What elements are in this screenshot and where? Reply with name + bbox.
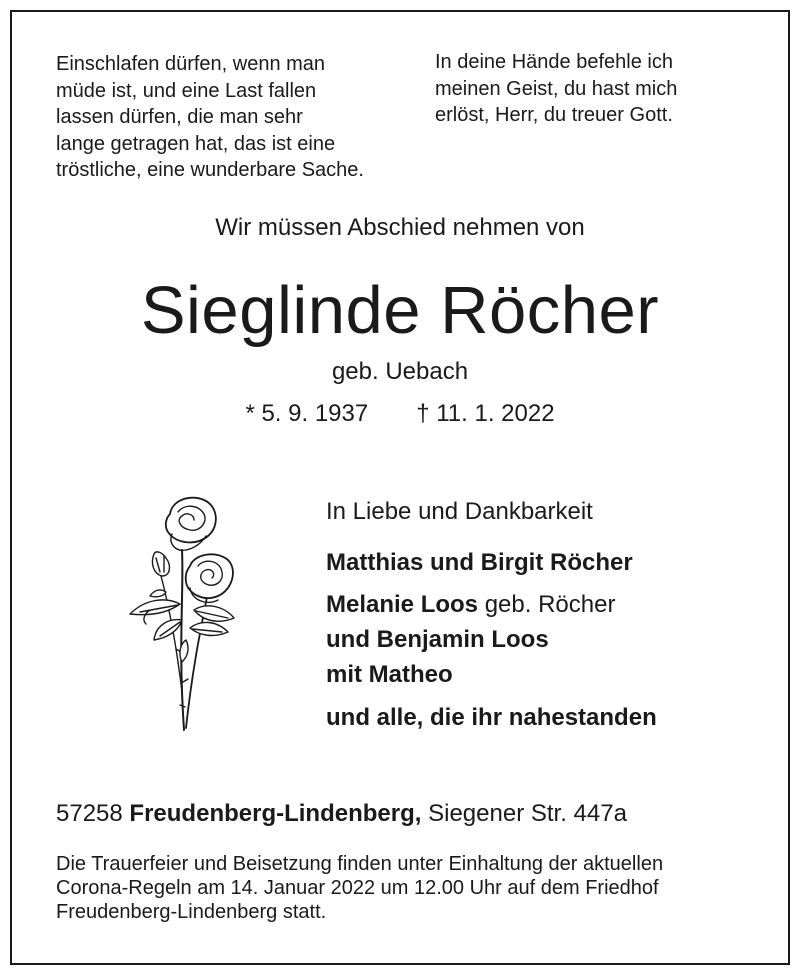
- mourners-intro: In Liebe und Dankbarkeit: [326, 498, 593, 525]
- quote-right-line: erlöst, Herr, du treuer Gott.: [435, 104, 673, 126]
- quote-left-line: müde ist, und eine Last fallen: [56, 79, 317, 102]
- address-town: Freudenberg-Lindenberg,: [129, 800, 422, 827]
- quote-left-line: lassen dürfen, die man sehr: [56, 106, 303, 128]
- notice-line: Corona-Regeln am 14. Januar 2022 um 12.00 Uhr auf dem Friedhof: [56, 877, 659, 899]
- death-date: † 11. 1. 2022: [416, 400, 555, 427]
- quote-left: [56, 51, 416, 184]
- mourner-line: und alle, die ihr nahestanden: [326, 704, 657, 731]
- life-dates: [0, 400, 800, 428]
- mourner-line: Matthias und Birgit Röcher: [326, 549, 633, 576]
- notice-line: Freudenberg-Lindenberg statt.: [56, 901, 327, 923]
- address-street: Siegener Str. 447a: [428, 800, 627, 827]
- farewell-intro: Wir müssen Abschied nehmen von: [215, 214, 585, 241]
- mourner-maiden-name: geb. Röcher: [478, 591, 616, 618]
- quote-right: [435, 49, 765, 129]
- address-zip: 57258: [56, 800, 123, 827]
- quote-left-line: Einschlafen dürfen, wenn man: [56, 53, 326, 75]
- quote-left-line: lange getragen hat, das ist eine: [56, 132, 336, 155]
- mourner-line: und Benjamin Loos: [326, 626, 549, 653]
- mourner-name: Melanie Loos: [326, 591, 479, 618]
- quote-right-line: In deine Hände befehle ich: [435, 51, 673, 73]
- quote-left-line: tröstliche, eine wunderbare Sache.: [56, 159, 364, 181]
- address: [56, 800, 627, 828]
- funeral-notice: [56, 852, 786, 924]
- deceased-name: Sieglinde Röcher: [140, 273, 660, 348]
- maiden-name: geb. Uebach: [331, 358, 469, 385]
- rose-illustration: [120, 492, 245, 740]
- quote-right-line: meinen Geist, du hast mich: [435, 77, 678, 100]
- mourner-line: [326, 591, 615, 619]
- mourner-line: mit Matheo: [326, 661, 453, 688]
- notice-line: Die Trauerfeier und Beisetzung finden unter Einhaltung der aktuellen: [56, 853, 664, 875]
- birth-date: * 5. 9. 1937: [245, 400, 369, 427]
